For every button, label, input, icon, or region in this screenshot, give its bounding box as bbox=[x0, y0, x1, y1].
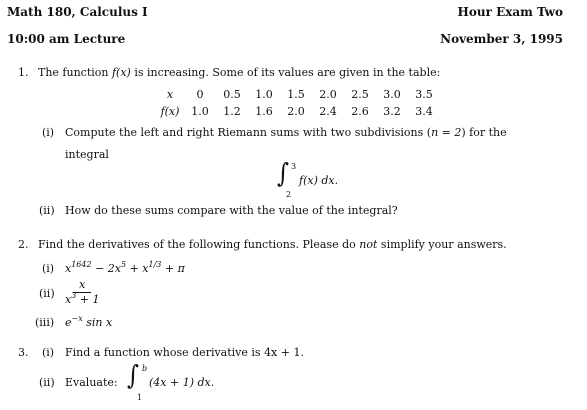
q2-iii-expression bbox=[65, 314, 113, 330]
exam-title: Hour Exam Two bbox=[457, 5, 563, 19]
q1-integral-lower: 2 bbox=[286, 190, 292, 199]
q2-prompt-prefix: Find the derivatives of the following functions. Please do bbox=[38, 238, 360, 251]
table-cell: 1.6 bbox=[255, 105, 273, 119]
q2-i-x: x bbox=[65, 262, 72, 275]
table-cell: 2.4 bbox=[319, 105, 337, 119]
den-exp: 3 bbox=[71, 290, 77, 300]
q1-i-text bbox=[65, 127, 507, 140]
table-cell: 3.5 bbox=[415, 88, 433, 102]
q2-i-expression bbox=[65, 260, 185, 276]
q3-number: 3. bbox=[18, 346, 29, 359]
q1-i-text-3: integral bbox=[65, 148, 109, 161]
q2-number: 2. bbox=[18, 238, 29, 251]
q1-i-text-2: ) for the bbox=[461, 126, 507, 139]
lecture-time: 10:00 am Lecture bbox=[7, 32, 126, 46]
q2-i-exp2: 5 bbox=[121, 260, 127, 269]
q2-i-mid2: + x bbox=[126, 262, 149, 275]
q3-integral-lower: 1 bbox=[137, 393, 143, 402]
q1-ii-text: How do these sums compare with the value of the integral? bbox=[65, 204, 398, 217]
q2-ii-fraction bbox=[59, 279, 106, 305]
q1-i-label: (i) bbox=[42, 126, 55, 139]
q3-integrand: (4x + 1) dx. bbox=[149, 376, 215, 389]
fraction-numerator: x bbox=[73, 279, 91, 293]
q1-prompt-suffix: is increasing. Some of its values are given in the table: bbox=[130, 66, 441, 79]
q3-ii-label: (ii) bbox=[39, 376, 55, 389]
table-row-label: f(x) bbox=[160, 105, 180, 119]
table-cell: 2.0 bbox=[319, 88, 337, 102]
q1-value-table bbox=[156, 87, 440, 121]
table-cell: 1.0 bbox=[255, 88, 273, 102]
integral-icon: ∫ bbox=[127, 360, 139, 391]
q2-i-end: + π bbox=[161, 262, 185, 275]
q2-i-exp1: 1642 bbox=[71, 260, 92, 269]
den-x: x bbox=[65, 292, 72, 306]
fraction bbox=[59, 279, 106, 305]
q2-i-label: (i) bbox=[42, 262, 55, 275]
q3-ii-text: Evaluate: bbox=[65, 376, 118, 389]
table-row-label: x bbox=[166, 88, 174, 102]
exam-date: November 3, 1995 bbox=[440, 32, 563, 46]
q1-prompt-prefix: The function bbox=[38, 66, 112, 79]
q3-i-label: (i) bbox=[42, 346, 55, 359]
table-cell: 0 bbox=[196, 88, 204, 102]
table-cell: 1.0 bbox=[191, 105, 209, 119]
q1-ii-label: (ii) bbox=[39, 204, 55, 217]
q2-iii-rest: sin x bbox=[82, 316, 113, 329]
table-cell: 1.2 bbox=[223, 105, 241, 119]
course-title: Math 180, Calculus I bbox=[7, 5, 148, 19]
table-cell: 0.5 bbox=[223, 88, 241, 102]
q2-iii-e: e bbox=[65, 316, 72, 329]
table-cell: 1.5 bbox=[287, 88, 305, 102]
table-cell: 3.2 bbox=[383, 105, 401, 119]
q2-iii-label: (iii) bbox=[35, 316, 55, 329]
table-cell: 3.0 bbox=[383, 88, 401, 102]
table-row-x bbox=[156, 87, 440, 104]
q1-number: 1. bbox=[18, 66, 29, 79]
table-row-fx bbox=[156, 104, 440, 121]
q2-prompt-suffix: simplify your answers. bbox=[377, 238, 507, 251]
fraction-denominator bbox=[59, 290, 106, 306]
q1-integral-sign bbox=[277, 158, 289, 189]
den-rest: + 1 bbox=[76, 292, 100, 306]
table-cell: 2.0 bbox=[287, 105, 305, 119]
table-cell: 3.4 bbox=[415, 105, 433, 119]
q2-i-exp3: 1/3 bbox=[148, 260, 162, 269]
q3-integral-upper: b bbox=[142, 364, 148, 373]
q2-i-mid1: − 2x bbox=[91, 262, 121, 275]
q2-iii-exp: −x bbox=[71, 314, 83, 323]
q1-integrand: f(x) dx. bbox=[299, 174, 339, 187]
table-cell: 2.6 bbox=[351, 105, 369, 119]
q1-prompt bbox=[38, 67, 440, 80]
q3-i-text: Find a function whose derivative is 4x + 1. bbox=[65, 346, 304, 359]
q1-i-n: n = 2 bbox=[431, 126, 462, 139]
q2-prompt bbox=[38, 239, 507, 252]
table-cell: 2.5 bbox=[351, 88, 369, 102]
integral-icon: ∫ bbox=[277, 158, 289, 189]
q2-emphasis: not bbox=[359, 238, 378, 251]
q3-integral-sign bbox=[127, 360, 139, 391]
q1-i-text-1: Compute the left and right Riemann sums with two subdivisions ( bbox=[65, 126, 432, 139]
q1-integral-upper: 3 bbox=[291, 162, 297, 171]
q2-ii-label: (ii) bbox=[39, 287, 55, 300]
q1-function: f(x) bbox=[111, 66, 131, 79]
